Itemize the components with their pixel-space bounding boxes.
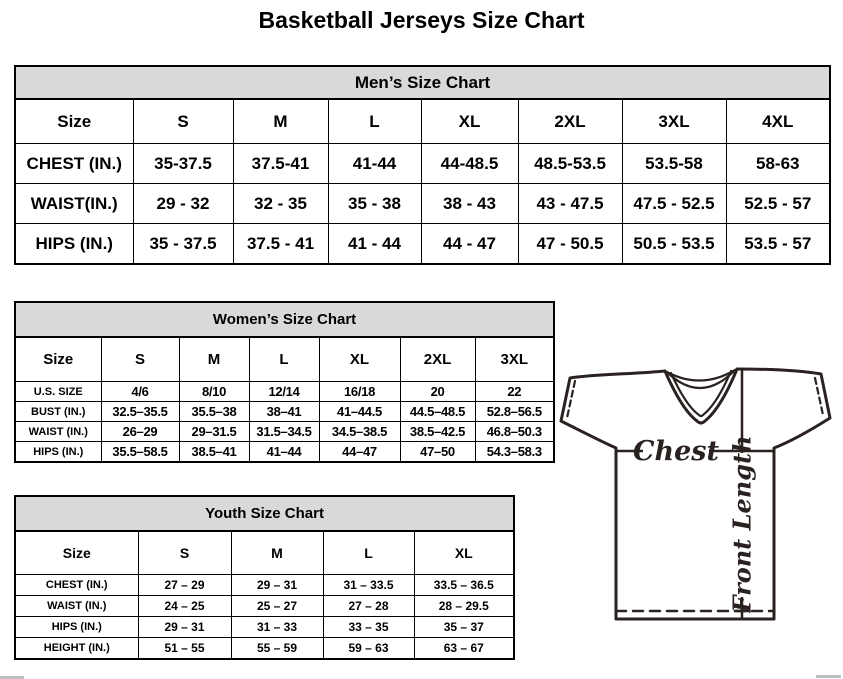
size-value-cell: 27 – 29 [138, 575, 231, 596]
size-value-cell: 38 - 43 [421, 184, 518, 224]
table-row [15, 422, 554, 442]
size-value-cell: 44-48.5 [421, 144, 518, 184]
size-value-cell: 4/6 [101, 382, 179, 402]
youth-size-table [14, 495, 515, 660]
size-value-cell: 50.5 - 53.5 [622, 224, 726, 265]
size-value-cell: 35 - 37.5 [133, 224, 233, 265]
size-value-cell: 27 – 28 [323, 596, 414, 617]
table-row [15, 224, 830, 265]
size-value-cell: 34.5–38.5 [319, 422, 400, 442]
size-value-cell: 35 – 37 [414, 617, 514, 638]
size-value-cell: 28 – 29.5 [414, 596, 514, 617]
size-value-cell: 31 – 33.5 [323, 575, 414, 596]
size-value-cell: 52.5 - 57 [726, 184, 830, 224]
row-label-cell: U.S. SIZE [15, 382, 101, 402]
column-header: S [101, 337, 179, 382]
table-row [15, 575, 514, 596]
table-row [15, 382, 554, 402]
size-value-cell: 22 [475, 382, 554, 402]
table-row [15, 442, 554, 463]
row-label-cell: CHEST (IN.) [15, 575, 138, 596]
size-value-cell: 38.5–41 [179, 442, 249, 463]
size-value-cell: 63 – 67 [414, 638, 514, 660]
row-label-cell: WAIST (IN.) [15, 596, 138, 617]
column-header: 2XL [518, 99, 622, 144]
size-value-cell: 16/18 [319, 382, 400, 402]
size-value-cell: 37.5-41 [233, 144, 328, 184]
size-value-cell: 41–44 [249, 442, 319, 463]
column-header: M [233, 99, 328, 144]
size-value-cell: 32.5–35.5 [101, 402, 179, 422]
size-value-cell: 29 – 31 [231, 575, 323, 596]
size-value-cell: 24 – 25 [138, 596, 231, 617]
size-value-cell: 29–31.5 [179, 422, 249, 442]
table-row [15, 144, 830, 184]
column-header: 3XL [475, 337, 554, 382]
size-value-cell: 43 - 47.5 [518, 184, 622, 224]
scrollbar-fragment-right[interactable] [816, 675, 841, 678]
row-label-cell: WAIST (IN.) [15, 422, 101, 442]
column-header: 4XL [726, 99, 830, 144]
size-value-cell: 41–44.5 [319, 402, 400, 422]
column-header: M [179, 337, 249, 382]
row-label-cell: HIPS (IN.) [15, 442, 101, 463]
size-value-cell: 44.5–48.5 [400, 402, 475, 422]
chest-label: Chest [633, 436, 719, 467]
column-header: XL [421, 99, 518, 144]
size-value-cell: 41-44 [328, 144, 421, 184]
size-value-cell: 53.5-58 [622, 144, 726, 184]
column-header: Size [15, 99, 133, 144]
column-header: XL [319, 337, 400, 382]
size-value-cell: 12/14 [249, 382, 319, 402]
size-value-cell: 29 – 31 [138, 617, 231, 638]
table-row [15, 402, 554, 422]
size-value-cell: 37.5 - 41 [233, 224, 328, 265]
table-title: Women’s Size Chart [15, 302, 554, 337]
size-value-cell: 25 – 27 [231, 596, 323, 617]
column-header: S [138, 531, 231, 575]
row-label-cell: HIPS (IN.) [15, 224, 133, 265]
size-value-cell: 8/10 [179, 382, 249, 402]
front-length-label: Front Length [727, 435, 757, 613]
jersey-outline [561, 369, 830, 619]
table-title: Youth Size Chart [15, 496, 514, 531]
table-row [15, 617, 514, 638]
column-header: L [249, 337, 319, 382]
row-label-cell: HIPS (IN.) [15, 617, 138, 638]
jersey-measurement-diagram [559, 361, 835, 627]
size-value-cell: 31 – 33 [231, 617, 323, 638]
size-value-cell: 35-37.5 [133, 144, 233, 184]
size-value-cell: 33 – 35 [323, 617, 414, 638]
table-row [15, 596, 514, 617]
size-value-cell: 32 - 35 [233, 184, 328, 224]
size-value-cell: 52.8–56.5 [475, 402, 554, 422]
column-header: M [231, 531, 323, 575]
column-header: L [328, 99, 421, 144]
size-value-cell: 38–41 [249, 402, 319, 422]
size-value-cell: 55 – 59 [231, 638, 323, 660]
column-header: Size [15, 337, 101, 382]
column-header: 2XL [400, 337, 475, 382]
page-title: Basketball Jerseys Size Chart [258, 7, 585, 33]
row-label-cell: CHEST (IN.) [15, 144, 133, 184]
row-label-cell: HEIGHT (IN.) [15, 638, 138, 660]
size-value-cell: 54.3–58.3 [475, 442, 554, 463]
size-value-cell: 35.5–38 [179, 402, 249, 422]
column-header: Size [15, 531, 138, 575]
size-value-cell: 35.5–58.5 [101, 442, 179, 463]
size-value-cell: 29 - 32 [133, 184, 233, 224]
size-value-cell: 41 - 44 [328, 224, 421, 265]
size-value-cell: 33.5 – 36.5 [414, 575, 514, 596]
row-label-cell: WAIST(IN.) [15, 184, 133, 224]
size-value-cell: 47–50 [400, 442, 475, 463]
size-value-cell: 35 - 38 [328, 184, 421, 224]
table-row [15, 638, 514, 660]
size-value-cell: 47.5 - 52.5 [622, 184, 726, 224]
table-row [15, 184, 830, 224]
table-title: Men’s Size Chart [15, 66, 830, 99]
size-value-cell: 44 - 47 [421, 224, 518, 265]
size-value-cell: 26–29 [101, 422, 179, 442]
size-value-cell: 38.5–42.5 [400, 422, 475, 442]
column-header: L [323, 531, 414, 575]
size-value-cell: 51 – 55 [138, 638, 231, 660]
mens-size-table [14, 65, 831, 265]
column-header: 3XL [622, 99, 726, 144]
size-value-cell: 58-63 [726, 144, 830, 184]
size-value-cell: 20 [400, 382, 475, 402]
column-header: S [133, 99, 233, 144]
size-value-cell: 47 - 50.5 [518, 224, 622, 265]
size-value-cell: 44–47 [319, 442, 400, 463]
size-value-cell: 53.5 - 57 [726, 224, 830, 265]
size-value-cell: 48.5-53.5 [518, 144, 622, 184]
womens-size-table [14, 301, 555, 463]
size-value-cell: 31.5–34.5 [249, 422, 319, 442]
column-header: XL [414, 531, 514, 575]
size-value-cell: 59 – 63 [323, 638, 414, 660]
row-label-cell: BUST (IN.) [15, 402, 101, 422]
size-value-cell: 46.8–50.3 [475, 422, 554, 442]
